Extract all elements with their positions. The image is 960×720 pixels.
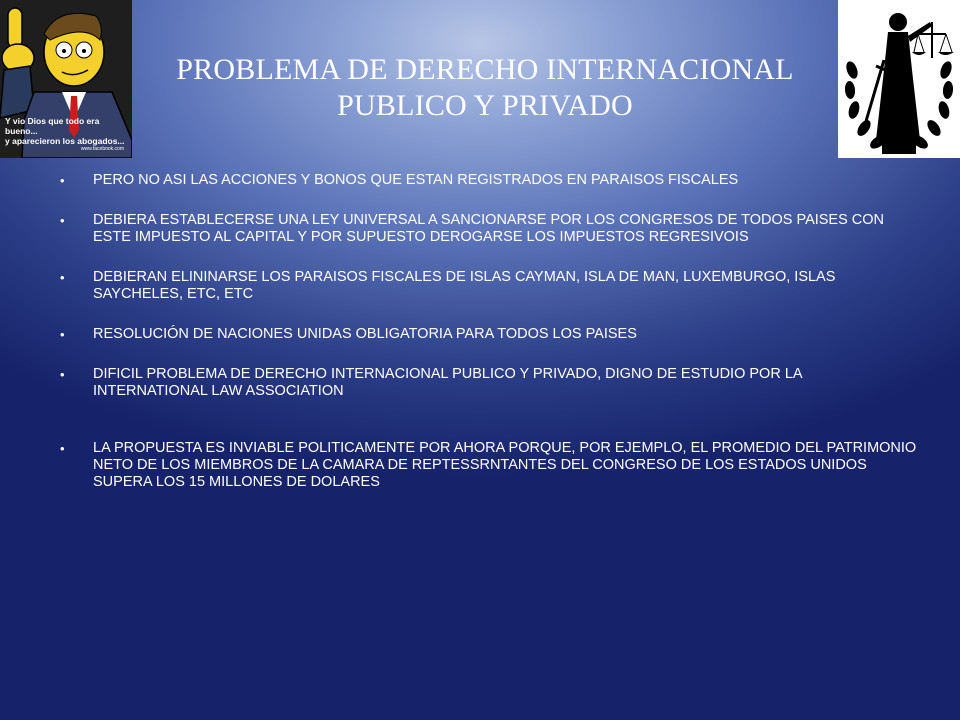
bullet-marker: • [60, 270, 65, 285]
lady-justice-icon [838, 0, 960, 158]
bullet-text: DEBIERAN ELININARSE LOS PARAISOS FISCALES DE ISLAS CAYMAN, ISLA DE MAN, LUXEMBURGO, ISLAS SAYCHELES, ETC, ETC [93, 269, 836, 302]
slide-title [130, 52, 840, 124]
bullet-text: DEBIERA ESTABLECERSE UNA LEY UNIVERSAL A SANCIONARSE POR LOS CONGRESOS DE TODOS PAISES CON ESTE IMPUESTO AL CAPITAL Y POR SUPUESTO DEROGARSE LOS IMPUESTOS REGRESIVOIS [93, 212, 885, 245]
bullet-text: DIFICIL PROBLEMA DE DERECHO INTERNACIONAL PUBLICO Y PRIVADO, DIGNO DE ESTUDIO POR LA INTERNATIONAL LAW ASSOCIATION [93, 366, 802, 399]
bullet-text: LA PROPUESTA ES INVIABLE POLITICAMENTE POR AHORA PORQUE, POR EJEMPLO, EL PROMEDIO DEL PATRIMONIO NETO DE LOS MIEMBROS DE LA CAMARA DE REPTESSRNTANTES DEL CONGRESO DE LOS ESTADOS UNIDOS SUPERA LOS 15 MILLONES DE DOLARES [93, 440, 917, 490]
bullet-marker: • [60, 213, 65, 228]
cartoon-caption-line1: Y vio Dios que todo era bueno... [5, 116, 100, 136]
title-line2: PUBLICO Y PRIVADO [337, 89, 633, 122]
cartoon-credit: www.facebook.com [80, 146, 124, 152]
bullet-text: RESOLUCIÓN DE NACIONES UNIDAS OBLIGATORIA PARA TODOS LOS PAISES [93, 326, 637, 342]
lady-justice-image [838, 0, 960, 158]
lawyer-cartoon-image [0, 0, 132, 158]
bullet-item [60, 212, 920, 246]
bullet-marker: • [60, 441, 65, 456]
cartoon-caption-line2: y aparecieron los abogados... [5, 136, 125, 146]
bullet-item [60, 172, 920, 189]
bullet-marker: • [60, 327, 65, 342]
bullet-marker: • [60, 367, 65, 382]
bullet-item [60, 366, 920, 400]
bullet-text: PERO NO ASI LAS ACCIONES Y BONOS QUE ESTAN REGISTRADOS EN PARAISOS FISCALES [93, 172, 739, 188]
bullet-item [60, 326, 920, 343]
bullet-marker: • [60, 173, 65, 188]
bullet-item [60, 440, 920, 491]
title-line1: PROBLEMA DE DERECHO INTERNACIONAL [176, 53, 794, 86]
bullet-item [60, 269, 920, 303]
bullet-list [60, 172, 920, 514]
